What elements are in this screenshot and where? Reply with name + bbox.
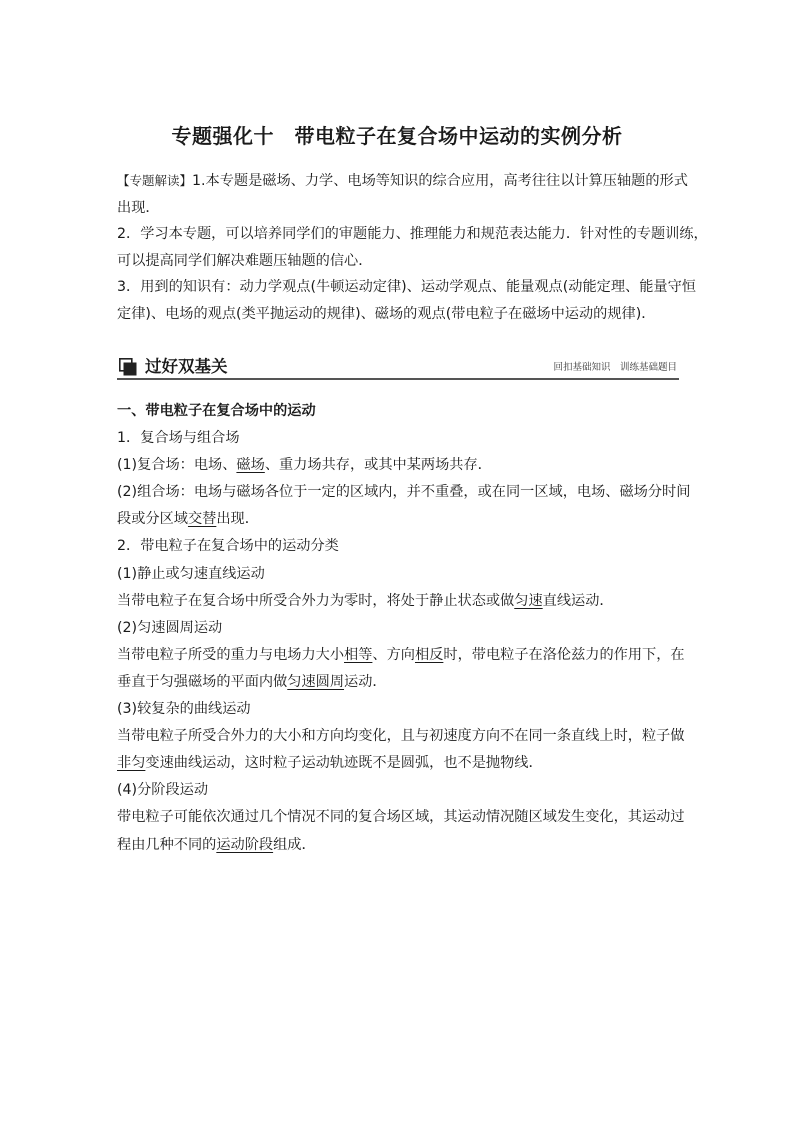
- double-square-icon: [119, 358, 137, 376]
- text: 垂直于匀强磁场的平面内做: [117, 673, 288, 690]
- item-2-4: (4)分阶段运动: [117, 782, 209, 799]
- text: 、方向: [372, 646, 415, 663]
- section-header: [117, 356, 679, 378]
- intro-tag: 【专题解读】: [117, 173, 193, 188]
- intro-line-2: 出现．: [117, 199, 160, 216]
- line-2-4-a: 带电粒子可能依次通过几个情况不同的复合场区域，其运动情况随区域发生变化，其运动过: [117, 809, 685, 826]
- item-2-1: (1)静止或匀速直线运动: [117, 565, 265, 582]
- line-2-3-a: 当带电粒子所受合外力的大小和方向均变化，且与初速度方向不在同一条直线上时，粒子做: [117, 728, 685, 745]
- line-2-2-b: [117, 669, 679, 696]
- item-2-3: (3)较复杂的曲线运动: [117, 701, 251, 718]
- section-divider: [117, 378, 679, 380]
- heading-1: 一、带电粒子在复合场中的运动: [117, 403, 316, 419]
- line-2-4-b: [117, 832, 679, 859]
- blank-answer: 匀速圆周: [287, 673, 345, 690]
- line-combined-field-2: [117, 506, 679, 533]
- text: 出现．: [216, 511, 259, 528]
- blank-answer: 非匀: [117, 755, 146, 772]
- line-2-3-b: [117, 750, 679, 777]
- blank-answer: 相等: [344, 646, 373, 663]
- blank-answer: 交替: [187, 511, 217, 528]
- text: 段或分区域: [117, 511, 188, 528]
- line-2-2-a: [117, 642, 685, 669]
- intro-paragraph: [117, 168, 708, 327]
- subheading-1: 1．复合场与组合场: [117, 430, 240, 447]
- text: 变速曲线运动，这时粒子运动轨迹既不是圆弧，也不是抛物线．: [145, 755, 543, 772]
- blank-answer: 匀速: [514, 592, 543, 609]
- intro-line-5: 3．用到的知识有：动力学观点(牛顿运动定律)、运动学观点、能量观点(动能定理、能量守恒: [117, 279, 696, 295]
- blank-answer: 磁场: [236, 457, 265, 474]
- line-compound-field: [117, 452, 679, 479]
- text: 当带电粒子所受的重力与电场力大小: [117, 646, 345, 663]
- intro-line-1: [117, 168, 688, 195]
- line-2-1: [117, 588, 679, 615]
- page-title: 专题强化十 带电粒子在复合场中运动的实例分析: [171, 124, 623, 148]
- item-2-2: (2)匀速圆周运动: [117, 619, 223, 636]
- intro-line-4: 可以提高同学们解决难题压轴题的信心．: [117, 252, 373, 269]
- content-body: [117, 398, 691, 859]
- section-title: 过好双基关: [145, 357, 228, 376]
- blank-answer: 相反: [414, 646, 444, 663]
- line-combined-field-1: (2)组合场：电场与磁场各位于一定的区域内，并不重叠，或在同一区域，电场、磁场分时间: [117, 484, 691, 501]
- text: 当带电粒子在复合场中所受合外力为零时，将处于静止状态或做: [117, 592, 515, 609]
- text: 、重力场共存，或其中某两场共存．: [264, 457, 492, 474]
- text: 运动．: [344, 673, 387, 690]
- text: 程由几种不同的: [117, 836, 217, 853]
- text: 直线运动．: [542, 592, 614, 609]
- subheading-2: 2．带电粒子在复合场中的运动分类: [117, 538, 339, 555]
- text: 组成．: [273, 836, 316, 853]
- text: 时，带电粒子在洛伦兹力的作用下，在: [443, 646, 685, 663]
- section-subtitle: 回扣基础知识 训练基础题目: [553, 362, 677, 373]
- intro-line-6: 定律)、电场的观点(类平抛运动的规律)、磁场的观点(带电粒子在磁场中运动的规律)．: [117, 305, 656, 322]
- intro-text-1: 1.本专题是磁场、力学、电场等知识的综合应用，高考往往以计算压轴题的形式: [192, 173, 688, 189]
- text: (1)复合场：电场、: [117, 457, 237, 474]
- intro-line-3: 2．学习本专题，可以培养同学们的审题能力、推理能力和规范表达能力．针对性的专题训练，: [117, 226, 708, 242]
- blank-answer: 运动阶段: [216, 836, 274, 853]
